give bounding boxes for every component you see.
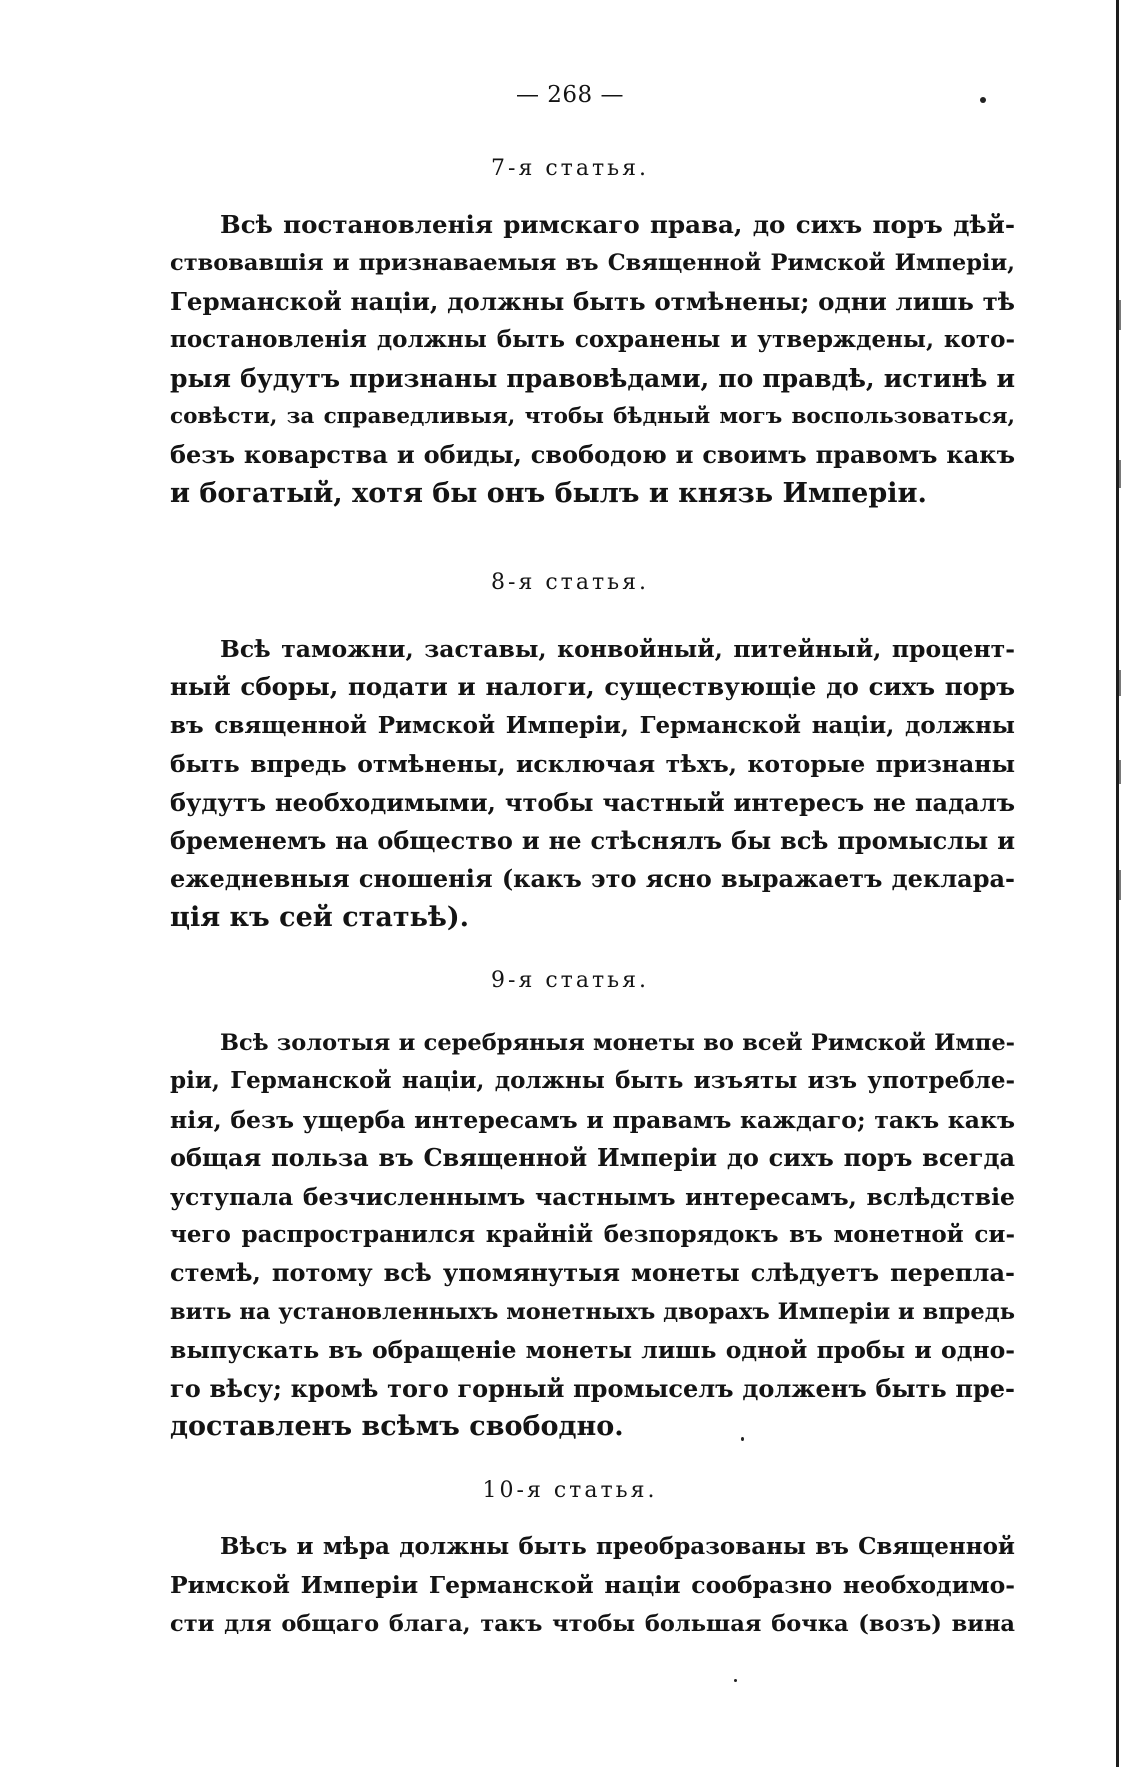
text-line: ріи, Германской націи, должны быть изъяты изъ употребле-	[170, 1067, 1015, 1095]
text-line: ствовавшія и признаваемыя въ Священной Римской Имперіи,	[170, 250, 1015, 277]
section-paragraph	[170, 1528, 1015, 1643]
text-line: совѣсти, за справедливыя, чтобы бѣдный могъ воспользоваться,	[170, 403, 1015, 429]
page-edge-mark	[1119, 760, 1121, 784]
text-line: чего распространился крайній безпорядокъ въ монетной си-	[170, 1220, 1015, 1248]
text-line: и богатый, хотя бы онъ былъ и князь Имперіи.	[170, 477, 927, 509]
text-line: Римской Имперіи Германской націи сообразно необходимо-	[170, 1571, 1015, 1600]
print-speck	[734, 1679, 737, 1682]
text-line: безъ коварства и обиды, свободою и своимъ правомъ какъ	[170, 440, 1015, 470]
text-line: уступала безчисленнымъ частнымъ интересамъ, вслѣдствіе	[170, 1182, 1015, 1211]
section-heading: 8-я статья.	[491, 570, 649, 595]
text-line: Всѣ таможни, заставы, конвойный, питейный, процент-	[220, 635, 1015, 663]
text-line: въ священной Римской Имперіи, Германской націи, должны	[170, 711, 1015, 739]
text-line: стемѣ, потому всѣ упомянутыя монеты слѣдуетъ перепла-	[170, 1258, 1015, 1288]
text-line: постановленія должны быть сохранены и утверждены, кото-	[170, 326, 1015, 354]
text-line: ція къ сей статьѣ).	[170, 901, 470, 933]
page-edge-mark	[1119, 870, 1121, 900]
page-edge-mark	[1119, 300, 1121, 330]
text-line: бременемъ на общество и не стѣснялъ бы всѣ промыслы и	[170, 825, 1015, 855]
text-line: рыя будутъ признаны правовѣдами, по правдѣ, истинѣ и	[170, 363, 1015, 393]
text-line: доставленъ всѣмъ свободно.	[170, 1410, 624, 1442]
page-number: — 268 —	[515, 82, 625, 108]
text-line: будутъ необходимыми, чтобы частный интересъ не падалъ	[170, 787, 1015, 817]
text-line: нія, безъ ущерба интересамъ и правамъ каждаго; такъ какъ	[170, 1105, 1015, 1134]
section-paragraph	[170, 1024, 1015, 1446]
section-heading: 7-я статья.	[491, 156, 649, 181]
text-line: Германской націи, должны быть отмѣнены; одни лишь тѣ	[170, 286, 1015, 316]
text-line: Всѣ постановленія римскаго права, до сихъ поръ дѣй-	[220, 210, 1015, 239]
text-line: Вѣсъ и мѣра должны быть преобразованы въ Священной	[220, 1533, 1015, 1560]
text-line: ный сборы, подати и налоги, существующіе до сихъ поръ	[170, 672, 1015, 702]
section-heading: 9-я статья.	[491, 968, 649, 993]
text-line: сти для общаго блага, такъ чтобы большая бочка (возъ) вина	[170, 1610, 1015, 1637]
page-edge-mark	[1119, 460, 1121, 488]
section-paragraph	[170, 630, 1015, 937]
text-line: общая польза въ Священной Имперіи до сихъ поръ всегда	[170, 1143, 1015, 1173]
text-line: вить на установленныхъ монетныхъ дворахъ Имперіи и впредь	[170, 1298, 1015, 1325]
text-line: ежедневныя сношенія (какъ это ясно выражаетъ деклара-	[170, 864, 1015, 894]
section-paragraph	[170, 206, 1015, 513]
text-line: выпускать въ обращеніе монеты лишь одной пробы и одно-	[170, 1336, 1015, 1365]
text-line: Всѣ золотыя и серебряныя монеты во всей Римской Импе-	[220, 1030, 1015, 1056]
page-edge-mark	[1119, 670, 1121, 696]
section-heading: 10-я статья.	[482, 1478, 658, 1503]
text-line: го вѣсу; кромѣ того горный промыселъ долженъ быть пре-	[170, 1373, 1015, 1403]
text-line: быть впредь отмѣнены, исключая тѣхъ, которые признаны	[170, 750, 1015, 779]
